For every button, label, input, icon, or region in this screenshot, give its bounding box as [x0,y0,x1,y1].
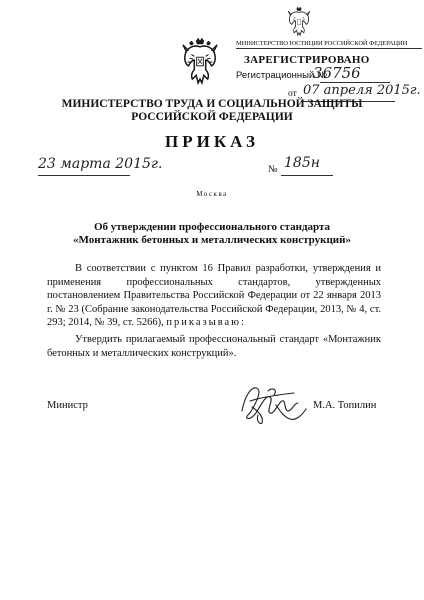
order-keyword: приказываю: [166,317,246,328]
handwritten-signature [232,381,312,432]
stamp-ministry-name: МИНИСТЕРСТВО ЮСТИЦИИ РОССИЙСКОЙ ФЕДЕРАЦИИ [236,40,408,47]
ministry-title-line2: РОССИЙСКОЙ ФЕДЕРАЦИИ [131,111,293,123]
number-underline [281,175,333,176]
order-subject [40,221,384,247]
number-sign: № [268,164,278,175]
stamp-regno-value: 36756 [313,64,361,82]
signer-name: М.А. Топилин [313,400,377,411]
stamp-divider [236,48,422,49]
document-type: ПРИКАЗ [165,132,259,151]
signer-position: Министр [47,400,88,411]
date-underline [38,175,130,176]
stamp-regno-label: Регистрационный № [236,70,328,81]
body-paragraph-1 [47,262,381,330]
stamp-date-label: от [288,89,297,99]
body-paragraph-1-text: В соответствии с пунктом 16 Правил разработки, утверждения и применения профессиональных стандартов, утвержденных постановлением Правительства Российской Федерации от 22 января 2013 г. № 23 (Собрание законодательства Российской Федерации, 2013, № 4, ст. 293; 2014, № 39, ст. 5266), [47,263,381,328]
body-paragraph-2: Утвердить прилагаемый профессиональный стандарт «Монтажник бетонных и металлических конструкций». [47,334,381,359]
subject-line1: Об утверждении профессионального стандарта [93,221,331,233]
ministry-title [60,98,364,124]
stamp-status: ЗАРЕГИСТРИРОВАНО [244,54,370,66]
stamp-coat-of-arms-icon [287,6,311,43]
city: Москва [196,190,228,198]
order-date: 23 марта 2015г. [38,156,163,172]
order-number: 185н [284,155,320,171]
coat-of-arms-icon [181,36,219,93]
stamp-date-value: 07 апреля 2015г. [303,83,421,98]
ministry-title-line1: МИНИСТЕРСТВО ТРУДА И СОЦИАЛЬНОЙ ЗАЩИТЫ [61,98,363,110]
subject-line2: «Монтажник бетонных и металлических конструкций» [73,234,351,246]
